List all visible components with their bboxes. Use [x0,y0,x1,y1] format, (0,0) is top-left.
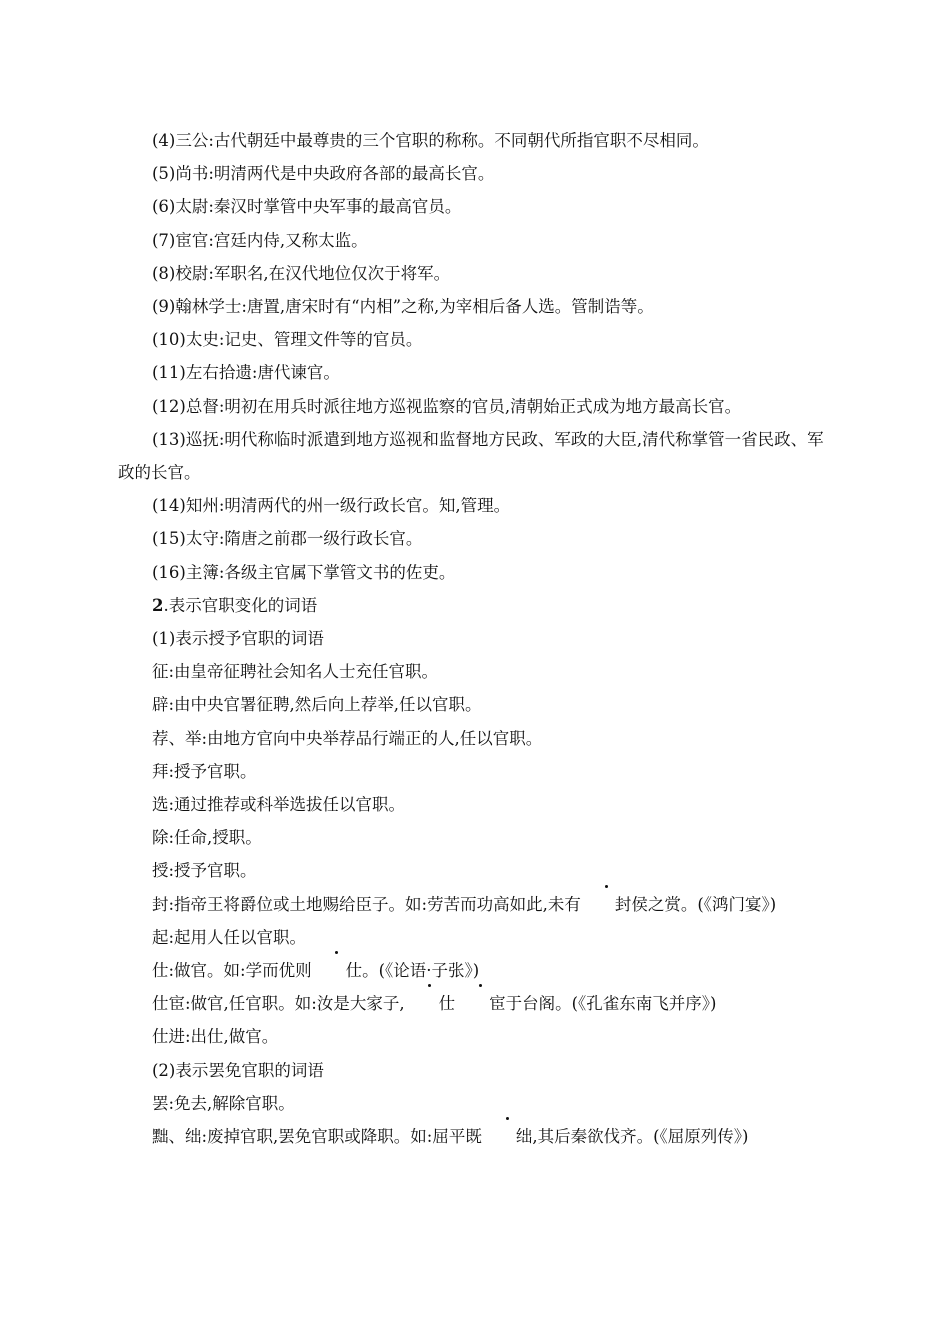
paragraph-shiyi [118,356,832,389]
paragraph-text: (1)表示授予官职的词语 [152,629,324,649]
emphasized-char: 封 [581,888,632,921]
paragraph-text: (16)主簿:各级主官属下掌管文书的佐吏。 [152,562,456,582]
paragraph-xuan [118,788,832,821]
paragraph-text: 仕宦:做官,任官职。如:汝是大家子, [152,994,405,1014]
paragraph-feng [118,888,832,921]
paragraph-chu [118,821,832,854]
paragraph-huanguan [118,224,832,257]
section-title: .表示官职变化的词语 [163,595,318,615]
paragraph-text-tail: ,其后秦欲伐齐。(《屈原列传》) [532,1127,749,1147]
paragraph-shi [118,954,832,987]
paragraph-xiaowei [118,257,832,290]
paragraph-sangong [118,124,832,157]
paragraph-text: (5)尚书:明清两代是中央政府各部的最高长官。 [152,164,495,184]
paragraph-taishi [118,323,832,356]
paragraph-text: 起:起用人任以官职。 [152,927,307,947]
subheading-dismissal [118,1054,832,1087]
paragraph-text: (8)校尉:军职名,在汉代地位仅次于将军。 [152,263,451,283]
paragraph-shihuan [118,987,832,1020]
paragraph-text: (13)巡抚:明代称临时派遣到地方巡视和监督地方民政、军政的大臣,清代称掌管一省民政、军政的长官。 [118,429,824,483]
emphasized-char: 宦 [455,987,506,1020]
emphasized-char: 仕 [312,954,363,987]
paragraph-xunfu [118,423,832,489]
document-body [118,124,832,1153]
paragraph-text: 征:由皇帝征聘社会知名人士充任官职。 [152,662,439,682]
paragraph-text: (9)翰林学士:唐置,唐宋时有“内相”之称,为宰相后备人选。管制诰等。 [152,297,654,317]
paragraph-taiwei [118,190,832,223]
paragraph-text: 罢:免去,解除官职。 [152,1093,295,1113]
paragraph-text: (6)太尉:秦汉时掌管中央军事的最高官员。 [152,197,462,217]
paragraph-jian-ju [118,722,832,755]
paragraph-zheng [118,655,832,688]
paragraph-text: 黜、绌:废掉官职,罢免官职或降职。如:屈平既 [152,1127,482,1147]
subheading-appointment [118,622,832,655]
paragraph-shijin [118,1020,832,1053]
paragraph-text: 封:指帝王将爵位或土地赐给臣子。如:劳苦而功高如此,未有 [152,894,581,914]
section-number: 2 [152,595,164,615]
paragraph-chu-chu [118,1120,832,1153]
paragraph-text: 授:授予官职。 [152,861,257,881]
paragraph-qi [118,921,832,954]
paragraph-text: (12)总督:明初在用兵时派往地方巡视监察的官员,清朝始正式成为地方最高长官。 [152,396,742,416]
paragraph-text-tail: 于台阁。(《孔雀东南飞并序》) [505,994,717,1014]
paragraph-bi [118,688,832,721]
paragraph-text: 除:任命,授职。 [152,828,262,848]
paragraph-text: 拜:授予官职。 [152,761,257,781]
paragraph-zhizhou [118,489,832,522]
paragraph-ba [118,1087,832,1120]
paragraph-text: (10)太史:记史、管理文件等的官员。 [152,330,423,350]
paragraph-text-tail: 。(《论语·子张》) [362,961,480,981]
paragraph-text: (15)太守:隋唐之前郡一级行政长官。 [152,529,423,549]
paragraph-bai [118,755,832,788]
section-heading-2 [118,589,832,622]
paragraph-text: 仕进:出仕,做官。 [152,1027,279,1047]
paragraph-shangshu [118,157,832,190]
paragraph-text: (4)三公:古代朝廷中最尊贵的三个官职的称称。不同朝代所指官职不尽相同。 [152,131,709,150]
paragraph-text: 辟:由中央官署征聘,然后向上荐举,任以官职。 [152,695,482,715]
paragraph-text: 仕:做官。如:学而优则 [152,961,312,981]
paragraph-text: 选:通过推荐或科举选拔任以官职。 [152,795,406,815]
paragraph-zhubu [118,556,832,589]
emphasized-char: 仕 [405,987,456,1020]
paragraph-text: (7)宦官:宫廷内侍,又称太监。 [152,230,368,250]
paragraph-text: (14)知州:明清两代的州一级行政长官。知,管理。 [152,496,511,516]
paragraph-shou [118,854,832,887]
paragraph-text: 荐、举:由地方官向中央举荐品行端正的人,任以官职。 [152,728,543,748]
paragraph-taishou [118,522,832,555]
emphasized-char: 绌 [482,1120,533,1153]
paragraph-zongdu [118,390,832,423]
paragraph-text: (11)左右拾遗:唐代谏官。 [152,363,340,383]
paragraph-hanlin [118,290,832,323]
paragraph-text: (2)表示罢免官职的词语 [152,1060,324,1080]
paragraph-text-tail: 侯之赏。(《鸿门宴》) [631,894,777,914]
